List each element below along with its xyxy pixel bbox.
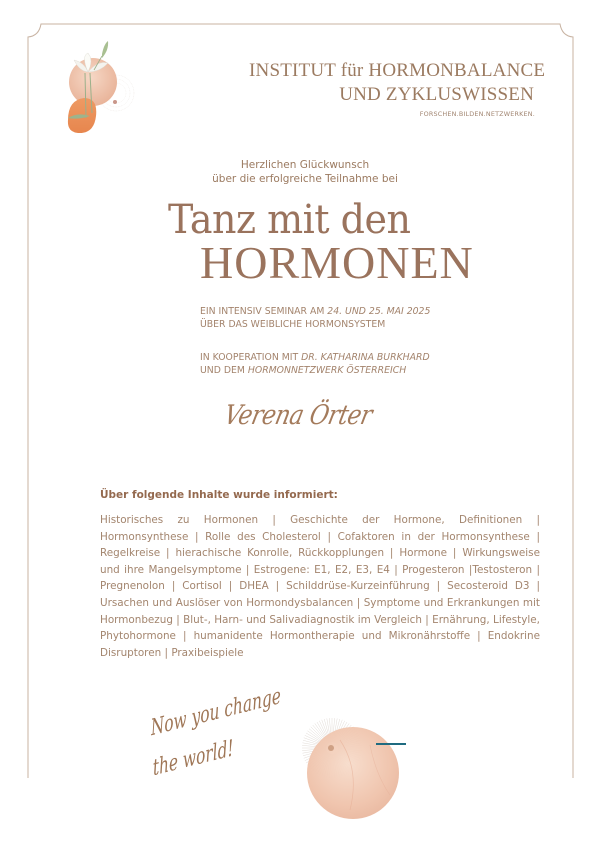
- flower-logo-illustration: [48, 38, 148, 138]
- motto-line1: Now you change: [150, 683, 282, 742]
- network-line: [200, 364, 406, 377]
- contents-heading: Über folgende Inhalte wurde informiert:: [100, 489, 338, 501]
- cooperation-partner: DR. KATHARINA BURKHARD: [301, 352, 430, 363]
- participant-name: Verena Örter: [221, 400, 375, 431]
- seminar-topic-line: ÜBER DAS WEIBLICHE HORMONSYSTEM: [200, 319, 386, 330]
- institute-name-line2: UND ZYKLUSWISSEN: [339, 84, 534, 105]
- seminar-dates: 24. UND 25. MAI 2025: [327, 306, 431, 317]
- cooperation-line: [200, 351, 430, 364]
- seminar-prefix: EIN INTENSIV SEMINAR AM: [200, 306, 328, 317]
- course-title-line1: Tanz mit den: [168, 196, 411, 243]
- greeting-line1: Herzlichen Glückwunsch: [240, 159, 370, 171]
- cooperation-prefix: IN KOOPERATION MIT: [200, 352, 302, 363]
- institute-tagline: FORSCHEN.BILDEN.NETZWERKEN.: [419, 110, 535, 118]
- contents-text: Historisches zu Hormonen | Geschichte der Hormone, Definitionen | Hormonsynthese | Rolle des Cholesterol | Cofaktoren in der Hormonsynthese | Regelkreise | hierachische Konrolle, Rückkopplungen | Hormone | Wirkungsweise und ihre Mangelsymptome | Estrogene: E1, E2, E3, E4 | Progesteron |Testosteron | Pregnenolon | Cortisol | DHEA | Schilddrüse-Kurzeinführung | Secosteroid D3 | Ursachen und Auslöser von Hormondysbalancen | Symptome und Erkrankungen mit Hormonbezug | Blut-, Harn- und Salivadiagnostik im Vergleich | Ernährung, Lifestyle, Phytohormone | humanidente Hormontherapie und Mikronährstoffe | Endokrine Disruptoren | Praxibeispiele: [100, 514, 540, 659]
- peach-moon-circle: [307, 727, 399, 819]
- teal-accent-line: [376, 743, 406, 745]
- moon-illustration: [280, 700, 420, 840]
- seminar-date-line: [200, 305, 430, 318]
- network-prefix: UND DEM: [200, 365, 248, 376]
- network-partner: HORMONNETZWERK ÖSTERREICH: [247, 365, 407, 376]
- institute-name-line1: INSTITUT für HORMONBALANCE: [249, 60, 546, 81]
- greeting-line2: über die erfolgreiche Teilnahme bei: [212, 173, 398, 185]
- peach-circle: [69, 58, 117, 106]
- course-title-line2: HORMONEN: [200, 237, 474, 288]
- motto-line2: the world!: [152, 735, 235, 782]
